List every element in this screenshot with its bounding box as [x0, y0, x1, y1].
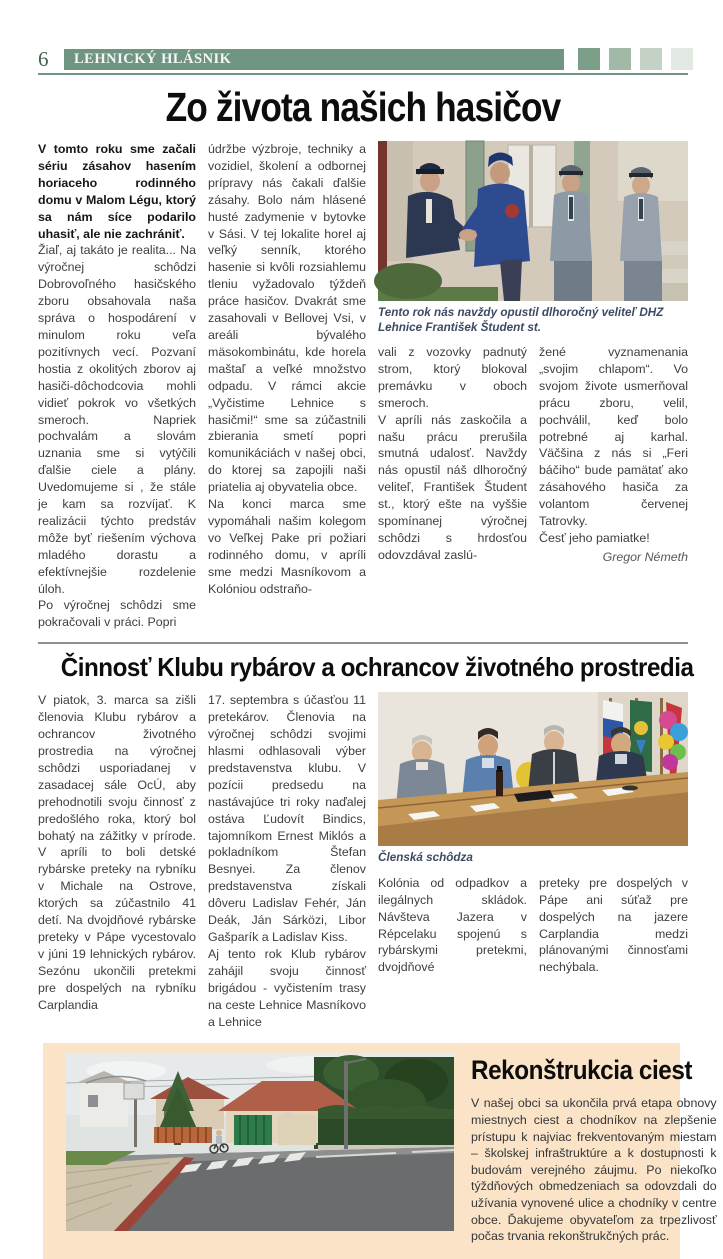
page-number: 6 — [38, 46, 49, 71]
decorative-squares — [578, 48, 693, 70]
article2-headline: Činnosť Klubu rybárov a ochrancov životného prostredia — [60, 652, 694, 683]
article1-signature: Gregor Németh — [602, 549, 688, 564]
article1-column-1 — [38, 141, 196, 631]
article1-photo-block — [378, 141, 688, 631]
article1-paragraph: Po výročnej schôdzi sme pokračovali v práci. Popri — [38, 598, 196, 630]
article1-lead: V tomto roku sme začali sériu zásahov hasením horiaceho rodinného domu v Malom Légu, ktorý sa nám síce podarilo uhasiť, ale nie zachrániť. — [38, 142, 196, 241]
article2-photo-caption: Členská schôdza — [378, 851, 473, 865]
article1-lower-columns — [378, 344, 688, 566]
article1-column-2 — [208, 141, 366, 631]
article3-roadworks-box — [43, 1043, 717, 1259]
decorative-square — [671, 48, 693, 70]
article2-paragraph: Kolónia od odpadkov a ilegálnych skládok. Návšteva Jazera v Répcelaku spojenú s rybárskymi pretekmi, dvojdňové — [378, 875, 527, 975]
article2-paragraph: 17. septembra s účasťou 11 pretekárov. Členovia na výročnej schôdzi svojimi hlasmi odhlasovali výber predstavenstva klubu. V pozícii predsedu na nastávajúce tri roky naďalej ostáva Ľudovít Bindics, tajomníkom Ernest Miklós a pokladníkom Štefan Besnyei. Za členov predstavenstva získali dôveru Ladislav Fehér, Ján Deák, Ján Sárközi, Libor Gašparík a Ladislav Kiss. — [208, 693, 366, 944]
article2-column-1 — [38, 692, 196, 1030]
article1-paragraph: údržbe výzbroje, techniky a vozidiel, školení a odbornej prípravy nás čakali ďalšie zásahy. Bolo nám hlásené husté zadymenie v bytovke v Sási. V tej lokalite horel aj veľký senník, ktorého hasenie si kvôli rozsiahlemu tleniu vyžadovalo týždeň práce hasičov. Dvakrát sme zasahovali v Bellovej Vsi, v areáli bývalého mäsokombinátu, kde horela maštaľ a veľké množstvo odpadu. V rámci akcie „Vyčistime Lehnice s hasičmi!“ sme sa zúčastnili zbierania smetí popri komunikáciách v našej obci, do ktorej sa zapojili naši priatelia aj obyvatelia obce. — [208, 142, 366, 495]
decorative-square — [640, 48, 662, 70]
article3-headline: Rekonštrukcia ciest — [471, 1055, 693, 1086]
article2-photo-block — [378, 692, 688, 1030]
article1-headline: Zo života našich hasičov — [165, 84, 561, 130]
masthead-bar — [64, 49, 564, 70]
article2-paragraph: preteky pre dospelých v Pápe ani súťaž pre dospelých na jazere Carplandia medzi plánovanými činnosťami nechýbala. — [539, 875, 688, 975]
decorative-square — [609, 48, 631, 70]
street-photo — [66, 1053, 454, 1231]
article1-paragraph: Žiaľ, aj takáto je realita... Na výročnej schôdzi Dobrovoľného hasičského zboru obsahovala naša správa o hospodárení v minulom roku veľa pozitívnych vecí. Pozvaní hostia z okolitých zborov aj hasiči-dôchodcovia mohli vidieť pokrok vo všetkých smeroch. Napriek pochvalám a slovám uznania sme si vytýčili ďalšie ciele a plány. Uvedomujeme si , že stále je kam sa rozvíjať. K realizácii týchto predstáv môže byť riešením výchova mladého dorastu a efektívnejšie rozdelenie úloh. — [38, 243, 196, 596]
article3-body: V našej obci sa ukončila prvá etapa obnovy miestnych ciest a chodníkov na zlepšenie prístupu k najviac frekventovaným miestam – školskej infraštruktúre a k dostupnosti k budovám verejného záujmu. Po niekoľko týždňových obmedzeniach sa odovzdali do užívania vynovené ulice a chodníky v centre obce. Ďakujeme obyvateľom za trpezlivosť počas trvania rekonštrukčných prác. — [471, 1096, 717, 1244]
article2-paragraph: V piatok, 3. marca sa zišli členovia Klubu rybárov a ochrancov životného prostredia na výročnej schôdzi usporiadanej v zasadacej sále OcÚ, aby prehodnotili svoju činnosť z predošlého roka, ktorý bol bohatý na zážitky v prírode. V apríli to boli detské rybárske preteky na rybníku v Michale na Ostrove, ktorých sa zúčastnilo 41 detí. Na dvojdňové rybárske preteky v Pápe vycestovalo v júni 19 lehnických rybárov. Sezónu ukončili pretekmi pre dospelých na rybníku Carplandia — [38, 693, 196, 1012]
article1-paragraph: vali z vozovky padnutý strom, ktorý blokoval premávku v oboch smeroch. — [378, 345, 527, 410]
decorative-square — [578, 48, 600, 70]
section-divider — [38, 642, 688, 644]
firefighters-photo — [378, 141, 688, 301]
masthead-rule — [38, 73, 688, 75]
article1-paragraph: V apríli nás zaskočila a našu prácu prerušila smutná udalosť. Navždy nás opustil náš dlhoročný veliteľ, František Študent st., ktorý ešte na vyššie spomínanej výročnej schôdzi s hrdosťou odovzdával zaslú- — [378, 412, 527, 562]
article1-column-3 — [378, 344, 527, 566]
article2-column-4 — [539, 875, 688, 976]
masthead — [38, 48, 688, 70]
article2-lower-columns — [378, 875, 688, 976]
article2-fishing-club — [38, 692, 688, 1030]
article2-column-2 — [208, 692, 366, 1030]
article1-paragraph: žené vyznamenania „svojim chlapom“. Vo svojom živote usmerňoval prácu zboru, velil, pochválil, keď bolo potrebné aj karhal. Väčšina z nás si „Feri báčiho“ bude pamätať ako zásahového hasiča za volantom červenej Tatrovky. — [539, 345, 688, 529]
article1-photo-caption: Tento rok nás navždy opustil dlhoročný veliteľ DHZ Lehnice František Študent st. — [378, 306, 664, 334]
article1-column-4 — [539, 344, 688, 566]
article3-text — [471, 1053, 717, 1244]
article1-paragraph: Česť jeho pamiatke! — [539, 530, 650, 545]
members-meeting-photo — [378, 692, 688, 846]
masthead-title: LEHNICKÝ HLÁSNIK — [74, 50, 232, 67]
article2-paragraph: Aj tento rok Klub rybárov zahájil svoju činnosť brigádou - vyčistením trasy na ceste Lehnice Masníkovo a Lehnice — [208, 946, 366, 1029]
article1-paragraph: Na konci marca sme vypomáhali našim kolegom vo Veľkej Pake pri požiari rodinného domu, v apríli sme medzi Masníkovom a Kolóniou odstraňo- — [208, 497, 366, 596]
article1-firefighters — [38, 141, 688, 631]
article2-column-3 — [378, 875, 527, 976]
